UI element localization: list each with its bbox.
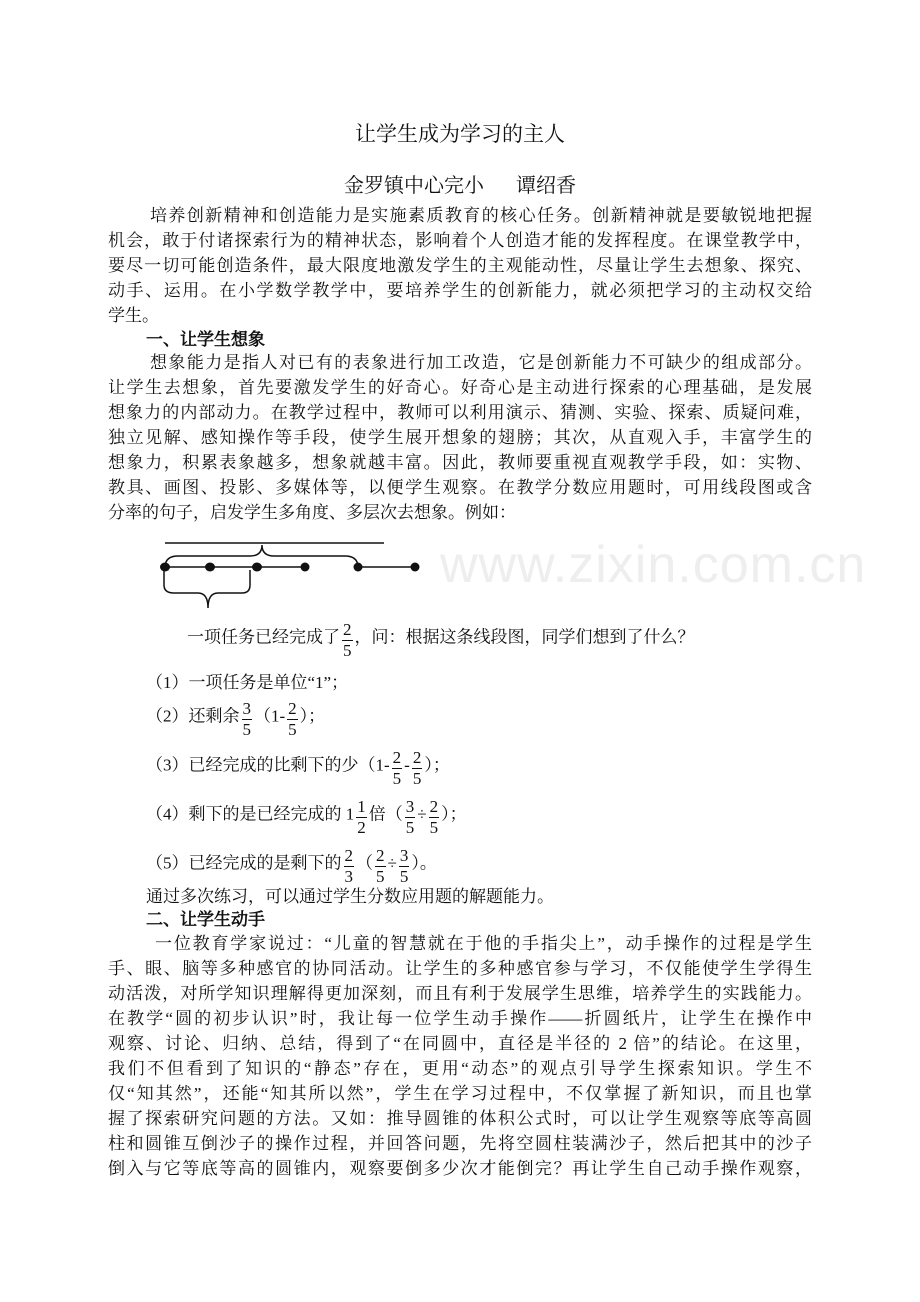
- paragraph-line: 想象力，积累表象越多，想象就越丰富。因此，教师要重视直观教学手段，如：实物、: [108, 453, 812, 472]
- point-dot: [301, 563, 310, 572]
- paragraph-line: 让学生去想象，首先要激发学生的好奇心。好奇心是主动进行探索的心理基础，是发展: [108, 378, 812, 397]
- paragraph-line: 分率的句子，启发学生多角度、多层次去想象。例如：: [108, 503, 516, 522]
- text: ，问：根据这条线段图，同学们想到了什么？: [354, 627, 695, 647]
- list-item: （2）还剩余 $\frac{3}{5}$ （1- $\frac{2}{5}$ ）；: [146, 699, 326, 739]
- paragraph-line: 在教学“圆的初步认识”时，我让每一位学生动手操作——折圆纸片，让学生在操作中: [108, 1009, 812, 1028]
- paragraph-line: 我们不但看到了知识的“静态”存在，更用“动态”的观点引导学生探索知识。学生不: [108, 1059, 812, 1078]
- text: 一项任务已经完成了: [187, 627, 340, 647]
- point-dot: [411, 563, 420, 572]
- point-dot: [354, 563, 363, 572]
- paragraph-line: 手、眼、脑等多种感官的协同活动。让学生的多种感官参与学习，不仅能使学生学得生: [108, 959, 812, 978]
- section-heading: 二、让学生动手: [146, 910, 265, 929]
- paragraph-line: 想象力的内部动力。在教学过程中，教师可以利用演示、猜测、实验、探索、质疑问难，: [108, 403, 812, 422]
- watermark: www.zixin.com.cn: [440, 536, 867, 594]
- paragraph-line: 教具、画图、投影、多媒体等，以便学生观察。在教学分数应用题时，可用线段图或含: [108, 478, 812, 497]
- fraction: $\frac{2}{5}$: [343, 620, 352, 660]
- paragraph-line: 机会，敢于付诸探索行为的精神状态，影响着个人创造才能的发挥程度。在课堂教学中，: [108, 231, 812, 250]
- paragraph-line: 观察、讨论、归纳、总结，得到了“在同圆中，直径是半径的 2 倍”的结论。在这里，: [108, 1034, 812, 1053]
- author-school: 金罗镇中心完小: [344, 175, 484, 197]
- paragraph-line: 柱和圆锥互倒沙子的操作过程，并回答问题，先将空圆柱装满沙子，然后把其中的沙子: [108, 1134, 812, 1153]
- paragraph-line: 想象能力是指人对已有的表象进行加工改造，它是创新能力不可缺少的组成部分。: [150, 353, 812, 372]
- paragraph-line: 仅“知其然”，还能“知其所以然”，学生在学习过程中，不仅掌握了新知识，而且也掌: [108, 1084, 812, 1103]
- upper-brace: [165, 545, 358, 566]
- paragraph-line: 动活泼，对所学知识理解得更加深刻，而且有利于发展学生思维，培养学生的实践能力。: [108, 984, 812, 1003]
- author-name: 谭绍香: [516, 175, 576, 197]
- paragraph-line: 学生。: [108, 306, 159, 325]
- paragraph-line: 一位教育学家说过：“儿童的智慧就在于他的手指尖上”，动手操作的过程是学生: [155, 934, 812, 953]
- section-heading: 一、让学生想象: [146, 330, 265, 349]
- paragraph-line: 培养创新精神和创造能力是实施素质教育的核心任务。创新精神就是要敏锐地把握: [150, 206, 812, 225]
- list-item: （1）一项任务是单位“1”；: [146, 673, 349, 692]
- lower-brace: [164, 570, 250, 608]
- point-dot: [205, 563, 215, 572]
- paragraph-line: 握了探索研究问题的方法。又如：推导圆锥的体积公式时，可以让学生观察等底等高圆: [108, 1109, 812, 1128]
- paragraph-line: 独立见解、感知操作等手段，使学生展开想象的翅膀；其次，从直观入手，丰富学生的: [108, 428, 812, 447]
- page-title: 让学生成为学习的主人: [355, 122, 565, 146]
- point-dot: [252, 563, 262, 572]
- list-item: （4）剩下的是已经完成的 1 $\frac{1}{2}$ 倍（ $\frac{3}{5}$ ÷ $\frac{2}{5}$ ）；: [146, 797, 467, 837]
- list-item: （3）已经完成的比剩下的少（1- $\frac{2}{5}$ - $\frac{2}{5}$ ）；: [146, 748, 450, 788]
- paragraph-line: 通过多次练习，可以通过学生分数应用题的解题能力。: [146, 887, 554, 906]
- list-item: （5）已经完成的是剩下的 $\frac{2}{3}$ （ $\frac{2}{5}$ ÷ $\frac{3}{5}$ ）。: [146, 846, 437, 886]
- point-dot: [160, 563, 170, 572]
- paragraph-line: 要尽一切可能创造条件，最大限度地激发学生的主观能动性，尽量让学生去想象、探究、: [108, 256, 812, 275]
- paragraph-line: 倒入与它等底等高的圆锥内，观察要倒多少次才能倒完？再让学生自己动手操作观察，: [108, 1159, 812, 1178]
- question-line: [187, 618, 695, 659]
- paragraph-line: 动手、运用。在小学数学教学中，要培养学生的创新能力，就必须把学习的主动权交给: [108, 281, 812, 300]
